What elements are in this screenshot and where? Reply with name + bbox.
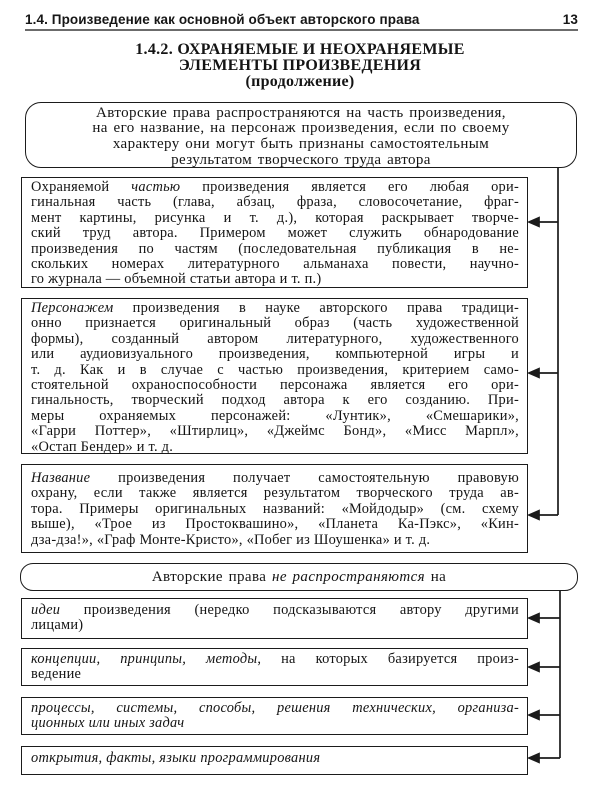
text-line: (продолжение) [245, 73, 355, 90]
header-rule [25, 29, 578, 31]
flow-box-protected-character [21, 298, 528, 454]
text-line: «Гарри Поттер», «Штирлиц», «Джеймс Бонд», «Мисс Марпл», [31, 423, 519, 440]
text-line: открытия, факты, языки программирования [31, 750, 321, 766]
text-line: стоятельной охраноспособности персонажа является его ори- [31, 377, 519, 394]
flow-box-notprotected-statement [20, 563, 578, 591]
text-line: ведение [31, 666, 82, 683]
text-line: выше), «Трое из Простоквашино», «Планета Ка-Пэкс», «Кин- [31, 516, 519, 533]
text-line: формы), созданный автором литературного, художественного [31, 330, 519, 347]
section-title [0, 42, 600, 90]
text-line: го журнала — объемной статьи автора и т. п.) [31, 271, 322, 288]
text-line: охрану, если также является результатом творческого труда ав- [31, 485, 519, 502]
text-line: гинальная часть (глава, абзац, фраза, словосочетание, фраг- [31, 194, 519, 211]
flow-box-ideas [21, 598, 528, 639]
text-line: т. д. Как и в случае с частью произведения, критерием само- [31, 361, 519, 378]
text-line: онно признается оригинальный образ (часть художественной [31, 315, 519, 332]
text-line: «Остап Бендер» и т. д. [31, 438, 174, 455]
flow-box-concepts [21, 648, 528, 686]
running-title: 1.4. Произведение как основной объект авторского права [25, 12, 420, 27]
text-line: тора. Примеры оригинальных названий: «Мойдодыр» (см. схему [31, 500, 519, 517]
text-line: Охраняемой частью произведения является его любая ори- [31, 179, 519, 195]
text-line: ский труд автора. Примером может служить обнародование [31, 225, 519, 242]
running-header [25, 12, 578, 27]
text-line: мент картины, рисунка и т. д.), которая раскрывает творче- [31, 209, 519, 226]
flow-box-protected-title [21, 464, 528, 553]
text-line: Название произведения получает самостоятельную правовую [31, 470, 519, 486]
text-line: результатом творческого труда автора [171, 151, 431, 168]
text-line: 1.4.2. ОХРАНЯЕМЫЕ И НЕОХРАНЯЕМЫЕ [135, 41, 465, 58]
text-line: произведения по частям (последовательная публикация в не- [31, 240, 519, 257]
text-line: идеи произведения (нередко подсказываются автору другими [31, 602, 519, 618]
page-number: 13 [562, 12, 578, 27]
text-line: Персонажем произведения в науке авторского права традици- [31, 300, 519, 316]
flow-box-protected-part [21, 177, 528, 288]
text-line: дза-дза!», «Граф Монте-Кристо», «Побег из Шоушенка» и т. д. [31, 531, 431, 548]
flow-box-processes [21, 697, 528, 735]
flow-box-protected-statement [25, 102, 577, 168]
text-line: Авторские права распространяются на часть произведения, [96, 104, 506, 121]
flow-box-discoveries [21, 746, 528, 775]
text-line: гинальность, творческий подход автора к его созданию. При- [31, 392, 519, 409]
text-line: концепции, принципы, методы, на которых базируется произ- [31, 651, 519, 667]
text-line: или аудиовизуального произведения, компьютерной игры и [31, 346, 519, 363]
text-line: процессы, системы, способы, решения технических, организа- [31, 700, 519, 716]
text-line: на его название, на персонаж произведения, если по своему [92, 120, 510, 137]
text-line: характеру они могут быть признаны самостоятельным [112, 136, 490, 153]
text-line: меры охраняемых персонажей: «Лунтик», «Смешарики», [31, 407, 519, 424]
text-line: лицами) [31, 617, 84, 634]
text-line: ционных или иных задач [31, 715, 185, 732]
text-line: ЭЛЕМЕНТЫ ПРОИЗВЕДЕНИЯ [178, 57, 422, 74]
text-line: скольких номерах литературного альманаха повести, научно- [31, 256, 519, 273]
text-line: Авторские права не распространяются на [151, 569, 447, 585]
